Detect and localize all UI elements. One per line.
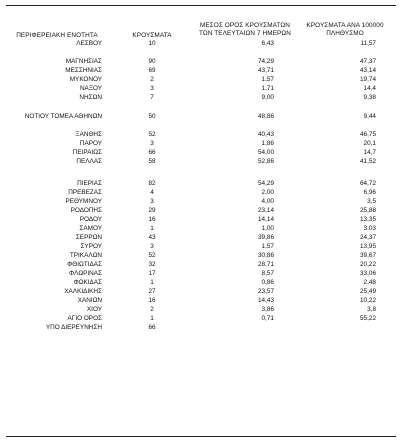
per-capita-cell: 33,06 [360, 270, 376, 277]
avg-cell: 30,86 [258, 252, 274, 259]
table-row [0, 40, 401, 48]
table-row [0, 94, 401, 102]
header-per-capita [300, 22, 390, 37]
table-row [0, 279, 401, 287]
header-cases [122, 32, 182, 40]
avg-cell: 0,86 [261, 279, 274, 286]
per-capita-cell: 6,96 [363, 189, 376, 196]
region-cell: ΣΑΜΟΥ [79, 225, 102, 232]
cases-cell: 58 [148, 158, 156, 165]
per-capita-cell: 24,37 [360, 234, 376, 241]
table-row [0, 324, 401, 332]
cases-cell: 69 [148, 67, 156, 74]
region-cell: ΧΙΟΥ [86, 306, 102, 313]
region-cell: ΠΕΙΡΑΙΩΣ [72, 149, 102, 156]
avg-cell: 39,86 [258, 234, 274, 241]
header-per-line2: ΠΛΗΘΥΣΜΟ [326, 29, 364, 37]
header-region-label: ΠΕΡΙΦΕΡΕΙΑΚΗ ΕΝΟΤΗΤΑ [16, 32, 98, 39]
per-capita-cell: 10,22 [360, 297, 376, 304]
cases-cell: 66 [148, 324, 156, 331]
avg-cell: 1,57 [261, 76, 274, 83]
cases-cell: 3 [150, 85, 154, 92]
cases-cell: 10 [148, 40, 156, 47]
per-capita-cell: 39,67 [360, 252, 376, 259]
per-capita-cell: 19,74 [360, 76, 376, 83]
per-capita-cell: 55,22 [360, 315, 376, 322]
per-capita-cell: 25,49 [360, 288, 376, 295]
per-capita-cell: 25,88 [360, 207, 376, 214]
cases-cell: 27 [148, 288, 156, 295]
header-cases-label: ΚΡΟΥΣΜΑΤΑ [132, 32, 172, 39]
table-row [0, 76, 401, 84]
per-capita-cell: 3,03 [363, 225, 376, 232]
cases-cell: 2 [150, 76, 154, 83]
cases-cell: 90 [148, 58, 156, 65]
avg-cell: 6,43 [261, 40, 274, 47]
avg-cell: 40,43 [258, 131, 274, 138]
per-capita-cell: 2,48 [363, 279, 376, 286]
region-cell: ΣΕΡΡΩΝ [75, 234, 102, 241]
region-cell: ΡΕΘΥΜΝΟΥ [65, 198, 102, 205]
region-cell: ΠΑΡΟΥ [79, 140, 102, 147]
cases-cell: 52 [148, 252, 156, 259]
region-cell: ΜΑΓΝΗΣΙΑΣ [65, 58, 102, 65]
region-cell: ΜΥΚΟΝΟΥ [69, 76, 102, 83]
per-capita-cell: 14,7 [363, 149, 376, 156]
region-cell: ΠΙΕΡΙΑΣ [77, 180, 102, 187]
table-row [0, 189, 401, 197]
cases-cell: 3 [150, 140, 154, 147]
region-cell: ΦΛΩΡΙΝΑΣ [68, 270, 102, 277]
avg-cell: 1,00 [261, 225, 274, 232]
avg-cell: 14,43 [258, 297, 274, 304]
per-capita-cell: 20,1 [363, 140, 376, 147]
region-cell: ΞΑΝΘΗΣ [75, 131, 102, 138]
region-cell: ΤΡΙΚΑΛΩΝ [69, 252, 102, 259]
avg-cell: 48,86 [258, 113, 274, 120]
table-row [0, 158, 401, 166]
region-cell: ΛΕΣΒΟΥ [76, 40, 102, 47]
header-per-line1: ΚΡΟΥΣΜΑΤΑ ΑΝΑ 100000 [306, 22, 384, 29]
cases-cell: 66 [148, 149, 156, 156]
header-avg [195, 22, 295, 37]
per-capita-cell: 14,4 [363, 85, 376, 92]
avg-cell: 9,00 [261, 94, 274, 101]
avg-cell: 23,14 [258, 207, 274, 214]
header-avg-line1: ΜΕΣΟΣ ΟΡΟΣ ΚΡΟΥΣΜΑΤΩΝ [199, 22, 291, 29]
cases-cell: 43 [148, 234, 156, 241]
cases-cell: 32 [148, 261, 156, 268]
header-region [2, 32, 112, 40]
avg-cell: 0,71 [261, 315, 274, 322]
table-row [0, 297, 401, 305]
avg-cell: 1,86 [261, 140, 274, 147]
per-capita-cell: 13,95 [360, 243, 376, 250]
cases-cell: 16 [148, 216, 156, 223]
avg-cell: 43,71 [258, 67, 274, 74]
region-cell: ΧΑΝΙΩΝ [77, 297, 102, 304]
avg-cell: 2,00 [261, 189, 274, 196]
avg-cell: 28,71 [258, 261, 274, 268]
cases-cell: 3 [150, 243, 154, 250]
header-avg-line2: ΤΩΝ ΤΕΛΕΥΤΑΙΩΝ 7 ΗΜΕΡΩΝ [199, 29, 291, 37]
table-row [0, 207, 401, 215]
cases-cell: 29 [148, 207, 156, 214]
cases-cell: 1 [150, 279, 154, 286]
table-row [0, 234, 401, 242]
region-cell: ΝΟΤΙΟΥ ΤΟΜΕΑ ΑΘΗΝΩΝ [24, 113, 102, 120]
cases-cell: 3 [150, 198, 154, 205]
cases-cell: 52 [148, 131, 156, 138]
table-row [0, 131, 401, 139]
per-capita-cell: 46,75 [360, 131, 376, 138]
table-row [0, 198, 401, 206]
table-row [0, 140, 401, 148]
avg-cell: 8,57 [261, 270, 274, 277]
region-cell: ΡΟΔΟΠΗΣ [70, 207, 102, 214]
per-capita-cell: 20,22 [360, 261, 376, 268]
table-row [0, 243, 401, 251]
region-cell: ΑΓΙΟ ΟΡΟΣ [67, 315, 102, 322]
table-row [0, 216, 401, 224]
avg-cell: 1,57 [261, 243, 274, 250]
per-capita-cell: 64,72 [360, 180, 376, 187]
per-capita-cell: 43,14 [360, 67, 376, 74]
avg-cell: 1,71 [261, 85, 274, 92]
avg-cell: 52,86 [258, 158, 274, 165]
per-capita-cell: 9,44 [363, 113, 376, 120]
table-row [0, 58, 401, 66]
cases-cell: 1 [150, 225, 154, 232]
region-cell: ΦΩΚΙΔΑΣ [73, 279, 102, 286]
region-cell: ΠΡΕΒΕΖΑΣ [68, 189, 102, 196]
table-row [0, 149, 401, 157]
per-capita-cell: 3,5 [367, 198, 376, 205]
table-row [0, 252, 401, 260]
table-row [0, 270, 401, 278]
avg-cell: 14,14 [258, 216, 274, 223]
cases-cell: 7 [150, 94, 154, 101]
table-row [0, 180, 401, 188]
cases-cell: 82 [148, 180, 156, 187]
per-capita-cell: 3,8 [367, 306, 376, 313]
cases-cell: 4 [150, 189, 154, 196]
bottom-rule [6, 436, 396, 437]
region-cell: ΝΗΣΩΝ [79, 94, 102, 101]
avg-cell: 23,57 [258, 288, 274, 295]
table-row [0, 306, 401, 314]
table-row [0, 85, 401, 93]
region-cell: ΥΠΟ ΔΙΕΡΕΥΝΗΣΗ [45, 324, 102, 331]
region-cell: ΦΘΙΩΤΙΔΑΣ [67, 261, 102, 268]
avg-cell: 4,00 [261, 198, 274, 205]
per-capita-cell: 47,37 [360, 58, 376, 65]
region-cell: ΣΥΡΟΥ [80, 243, 102, 250]
avg-cell: 3,86 [261, 306, 274, 313]
avg-cell: 54,29 [258, 180, 274, 187]
avg-cell: 54,00 [258, 149, 274, 156]
cases-cell: 1 [150, 315, 154, 322]
region-cell: ΜΕΣΣΗΝΙΑΣ [65, 67, 102, 74]
region-cell: ΧΑΛΚΙΔΙΚΗΣ [64, 288, 102, 295]
table-row [0, 225, 401, 233]
table-row [0, 113, 401, 121]
per-capita-cell: 9,38 [363, 94, 376, 101]
cases-cell: 50 [148, 113, 156, 120]
region-cell: ΡΟΔΟΥ [79, 216, 102, 223]
table-row [0, 315, 401, 323]
table-row [0, 288, 401, 296]
per-capita-cell: 41,52 [360, 158, 376, 165]
region-cell: ΠΕΛΛΑΣ [76, 158, 102, 165]
table-row [0, 67, 401, 75]
avg-cell: 74,29 [258, 58, 274, 65]
cases-cell: 2 [150, 306, 154, 313]
region-cell: ΝΑΞΟΥ [79, 85, 102, 92]
cases-cell: 17 [148, 270, 156, 277]
table-row [0, 261, 401, 269]
cases-cell: 16 [148, 297, 156, 304]
top-rule [6, 5, 396, 6]
per-capita-cell: 13,35 [360, 216, 376, 223]
per-capita-cell: 11,57 [360, 40, 376, 47]
